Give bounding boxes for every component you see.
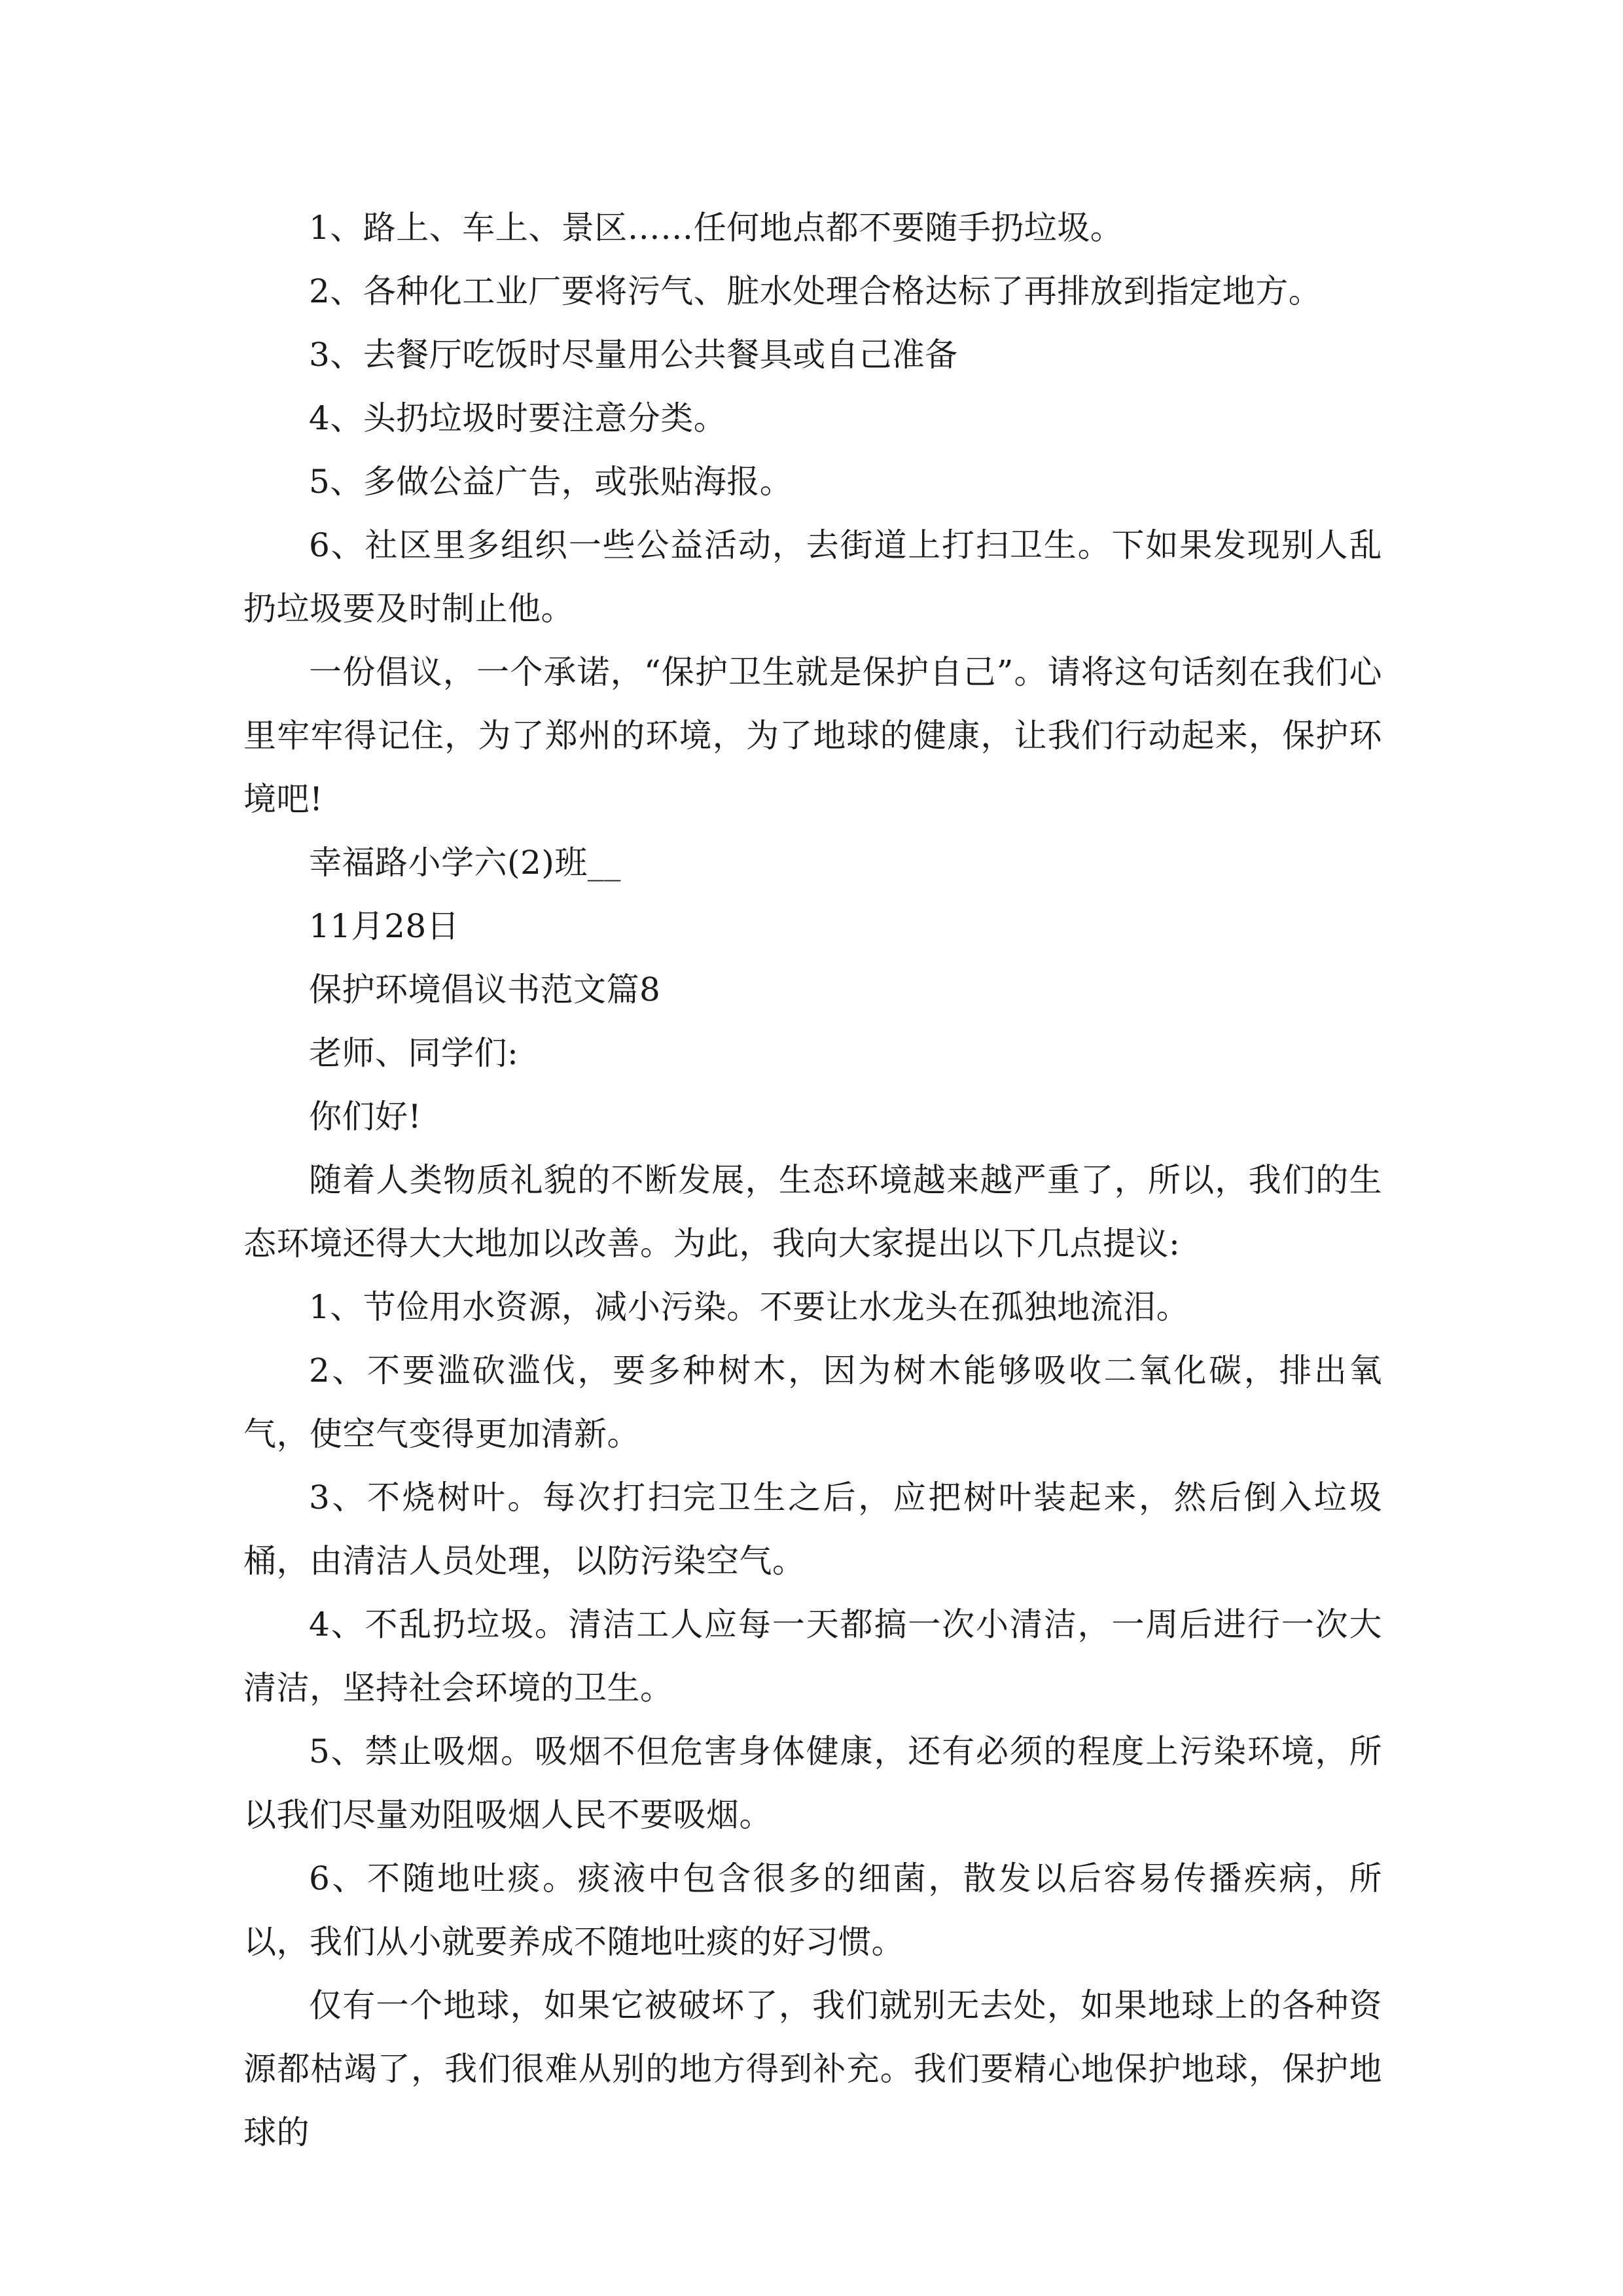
- list-item-community: 6、社区里多组织一些公益活动，去街道上打扫卫生。下如果发现别人乱扔垃圾要及时制止他。: [243, 526, 1382, 628]
- document-body: [243, 196, 1382, 2164]
- list-item-litter: 1、路上、车上、景区……任何地点都不要随手扔垃圾。: [309, 209, 1124, 247]
- closing-paragraph: 一份倡议，一个承诺，“保护卫生就是保护自己”。请将这句话刻在我们心里牢牢得记住，为了郑州的环境，为了地球的健康，让我们行动起来，保护环境吧!: [243, 653, 1382, 818]
- list-item-water: 1、节俭用水资源，减小污染。不要让水龙头在孤独地流泪。: [309, 1288, 1190, 1326]
- list-item-trees: 2、不要滥砍滥伐，要多种树木，因为树木能够吸收二氧化碳，排出氧气，使空气变得更加清新。: [243, 1352, 1382, 1453]
- list-item-no-litter: 4、不乱扔垃圾。清洁工人应每一天都搞一次小清洁，一周后进行一次大清洁，坚持社会环境的卫生。: [243, 1605, 1382, 1707]
- list-item-ads: 5、多做公益广告，或张贴海报。: [309, 463, 793, 501]
- section-title: 保护环境倡议书范文篇8: [309, 971, 661, 1009]
- list-item-tableware: 3、去餐厅吃饭时尽量用公共餐具或自己准备: [309, 336, 958, 374]
- list-item-factory-waste: 2、各种化工业厂要将污气、脏水处理合格达标了再排放到指定地方。: [309, 272, 1322, 310]
- intro-paragraph: 随着人类物质礼貌的不断发展，生态环境越来越严重了，所以，我们的生态环境还得大大地加以改善。为此，我向大家提出以下几点提议:: [243, 1161, 1382, 1263]
- list-item-leaves: 3、不烧树叶。每次打扫完卫生之后，应把树叶装起来，然后倒入垃圾桶，由清洁人员处理，以防污染空气。: [243, 1479, 1382, 1580]
- final-paragraph: 仅有一个地球，如果它被破坏了，我们就别无去处，如果地球上的各种资源都枯竭了，我们很难从别的地方得到补充。我们要精心地保护地球，保护地球的: [243, 1986, 1382, 2151]
- list-item-smoking: 5、禁止吸烟。吸烟不但危害身体健康，还有必须的程度上污染环境，所以我们尽量劝阻吸烟人民不要吸烟。: [243, 1732, 1382, 1834]
- signature-class: 幸福路小学六(2)班__: [309, 844, 621, 882]
- signature-date: 11月28日: [309, 907, 460, 945]
- list-item-spitting: 6、不随地吐痰。痰液中包含很多的细菌，散发以后容易传播疾病，所以，我们从小就要养成不随地吐痰的好习惯。: [243, 1859, 1382, 1961]
- salutation: 老师、同学们:: [309, 1034, 519, 1072]
- list-item-sorting: 4、头扔垃圾时要注意分类。: [309, 399, 727, 437]
- greeting: 你们好!: [309, 1098, 422, 1136]
